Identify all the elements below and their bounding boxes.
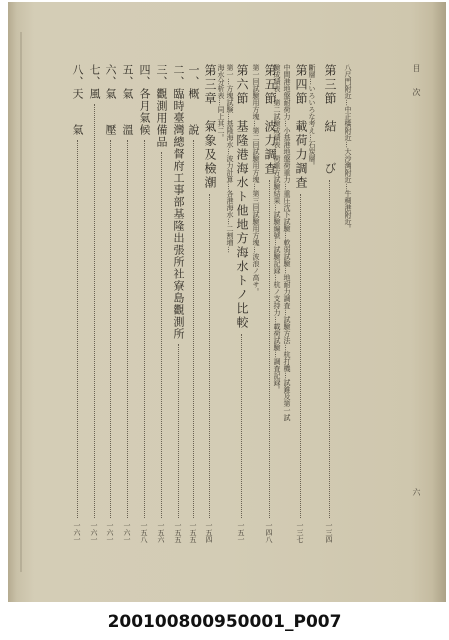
scanned-page bbox=[8, 2, 446, 602]
toc-page-number: 一六一 bbox=[90, 522, 98, 543]
toc-entry-text: 海水分析表…同上其二。 bbox=[217, 64, 225, 141]
toc-page-number: 一四八 bbox=[265, 522, 273, 543]
toc-entry-text: 第三節 結 び bbox=[323, 64, 337, 176]
toc-leader-dots bbox=[329, 180, 330, 518]
toc-page-number: 一六一 bbox=[106, 522, 114, 543]
toc-leader-dots bbox=[94, 104, 95, 518]
toc-leader-dots bbox=[209, 194, 210, 518]
toc-entry-text: 四、各月氣候 bbox=[138, 64, 151, 136]
toc-page-number: 一五一 bbox=[237, 522, 245, 543]
toc-leader-dots bbox=[300, 194, 301, 518]
toc-page-number: 一五五 bbox=[189, 522, 197, 543]
toc-entry-text: 六、氣 壓 bbox=[104, 64, 117, 136]
toc-entry-text: 第一回試驗用方塊…第二回試驗用方塊…第三回試驗用方塊…波浪ノ高サ。 bbox=[252, 64, 260, 295]
toc-page-number: 一五六 bbox=[157, 522, 165, 543]
toc-page-number: 一五四 bbox=[205, 522, 213, 543]
toc-page-number: 一五五 bbox=[174, 522, 182, 543]
toc-entry-text: 五、氣 溫 bbox=[121, 64, 134, 136]
toc-page-number: 一六一 bbox=[73, 522, 81, 543]
toc-entry-text: 斷層…いろいろな考え…石炭層。 bbox=[308, 64, 316, 169]
toc-entry-text: 第六節 基隆港海水ト他地方海水トノ比較 bbox=[235, 64, 249, 330]
toc-leader-dots bbox=[127, 140, 128, 518]
toc-entry-text: 第三章 氣象及檢潮 bbox=[203, 64, 217, 190]
toc-entry-text: 八、天 氣 bbox=[71, 64, 84, 136]
toc-leader-dots bbox=[269, 180, 270, 518]
toc-entry-text: 驗成績表…第二試驗成績表…荷重方試驗結果…試驗編號…試驗記録…杭ノ支持力…載荷試驗…調査記録。 bbox=[273, 64, 281, 393]
toc-leader-dots bbox=[144, 140, 145, 518]
toc-entry-text: 七、風 bbox=[88, 64, 101, 100]
toc-entry-text: 三、觀測用備品 bbox=[155, 64, 168, 148]
toc-leader-dots bbox=[178, 344, 179, 518]
toc-entry-text: 第一…方塊試験…基隆海水…波力計算…各港海水…二割増… bbox=[226, 64, 234, 253]
image-caption: 200100800950001_P007 bbox=[107, 611, 342, 632]
toc-entry-text: 第四節 載荷力調査 bbox=[294, 64, 308, 190]
toc-page-number: 一三四 bbox=[325, 522, 333, 543]
toc-entry-text: 八尺門附近…中正橋附近…大沙灣附近…牛稠港附近。 bbox=[344, 64, 352, 232]
toc-entry-text: 二、臨時臺灣總督府工事部基隆出張所社寮島觀測所 bbox=[172, 64, 185, 340]
toc-leader-dots bbox=[161, 152, 162, 518]
toc-leader-dots bbox=[110, 140, 111, 518]
toc-page-number: 一三七 bbox=[296, 522, 304, 543]
running-header: 目 次 bbox=[412, 64, 421, 96]
toc-page-number: 一六一 bbox=[123, 522, 131, 543]
toc-entry-text: 中間港地盤耐荷力…小基港地盤荷重力…重圧沈下試驗…軟弱試驗…地耐力調査…試驗方法…杭打機…試錐及第一試 bbox=[283, 64, 291, 421]
running-page-number: 六 bbox=[412, 488, 421, 496]
toc-entry-text: 一、概 說 bbox=[187, 64, 200, 136]
toc-leader-dots bbox=[193, 140, 194, 518]
toc-leader-dots bbox=[241, 334, 242, 518]
toc-leader-dots bbox=[77, 140, 78, 518]
toc-entry-text: 第五節 波力調査 bbox=[263, 64, 277, 176]
toc-page-number: 一五八 bbox=[140, 522, 148, 543]
